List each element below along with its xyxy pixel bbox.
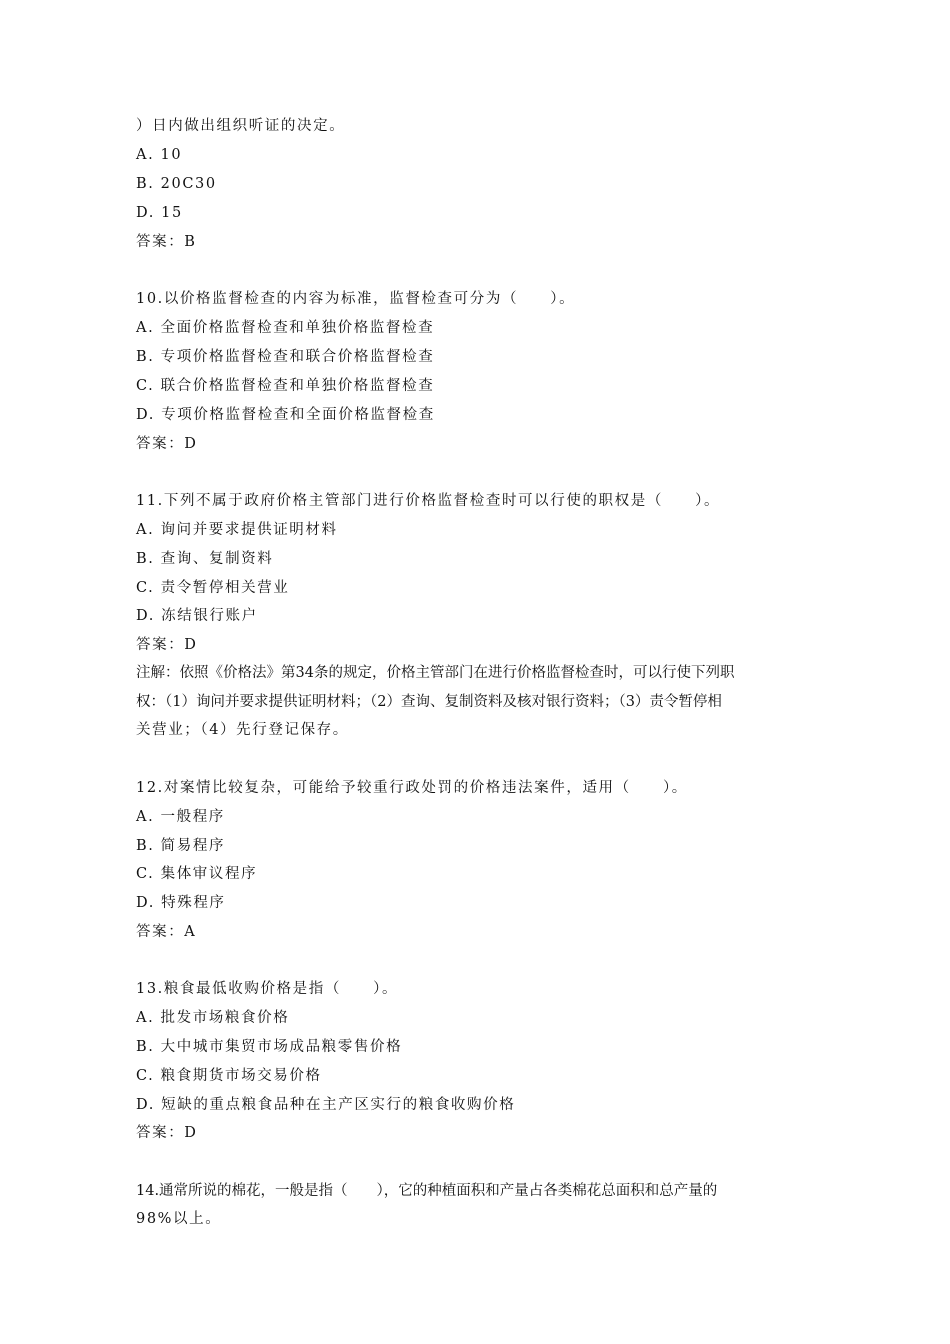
q11-note-line-2: 权：（1）询问并要求提供证明材料；（2）查询、复制资料及核对银行资料；（3）责令暂停相 <box>136 694 722 710</box>
q12-stem: 12.对案情比较复杂，可能给予较重行政处罚的价格违法案件，适用（ ）。 <box>136 780 688 796</box>
q13-option-c: C. 粮食期货市场交易价格 <box>136 1068 322 1084</box>
q10-answer: 答案：D <box>136 436 198 452</box>
q13-option-b: B. 大中城市集贸市场成品粮零售价格 <box>136 1039 403 1055</box>
q13-stem: 13.粮食最低收购价格是指（ ）。 <box>136 981 399 997</box>
q12-answer: 答案：A <box>136 924 197 940</box>
q11-note-line-1: 注解：依照《价格法》第34条的规定，价格主管部门在进行价格监督检查时，可以行使下列职 <box>136 665 735 681</box>
q13-answer: 答案：D <box>136 1125 198 1141</box>
q10-option-c: C. 联合价格监督检查和单独价格监督检查 <box>136 378 435 394</box>
q11-stem: 11.下列不属于政府价格主管部门进行价格监督检查时可以行使的职权是（ ）。 <box>136 493 721 509</box>
q9-option-a: A. 10 <box>136 147 183 163</box>
q10-option-b: B. 专项价格监督检查和联合价格监督检查 <box>136 349 435 365</box>
q12-option-a: A. 一般程序 <box>136 809 225 825</box>
q13-option-d: D. 短缺的重点粮食品种在主产区实行的粮食收购价格 <box>136 1097 516 1113</box>
q11-option-c: C. 责令暂停相关营业 <box>136 580 290 596</box>
q11-option-b: B. 查询、复制资料 <box>136 551 274 567</box>
q11-note-line-3: 关营业；（4）先行登记保存。 <box>136 722 349 738</box>
q10-option-a: A. 全面价格监督检查和单独价格监督检查 <box>136 320 435 336</box>
q12-option-d: D. 特殊程序 <box>136 895 226 911</box>
q9-option-d: D. 15 <box>136 205 183 221</box>
q9-stem-tail: ）日内做出组织听证的决定。 <box>136 118 346 134</box>
q10-stem: 10.以价格监督检查的内容为标准，监督检查可分为（ ）。 <box>136 291 576 307</box>
q9-answer: 答案：B <box>136 234 197 250</box>
q11-option-a: A. 询问并要求提供证明材料 <box>136 522 338 538</box>
q9-option-b: B. 20C30 <box>136 176 217 192</box>
q12-option-c: C. 集体审议程序 <box>136 866 258 882</box>
q13-option-a: A. 批发市场粮食价格 <box>136 1010 290 1026</box>
q14-stem-line-2: 98%以上。 <box>136 1211 222 1227</box>
q14-stem-line-1: 14.通常所说的棉花，一般是指（ ），它的种植面积和产量占各类棉花总面积和总产量的 <box>136 1183 718 1199</box>
q11-answer: 答案：D <box>136 637 198 653</box>
q12-option-b: B. 简易程序 <box>136 838 226 854</box>
q11-option-d: D. 冻结银行账户 <box>136 608 258 624</box>
q10-option-d: D. 专项价格监督检查和全面价格监督检查 <box>136 407 435 423</box>
